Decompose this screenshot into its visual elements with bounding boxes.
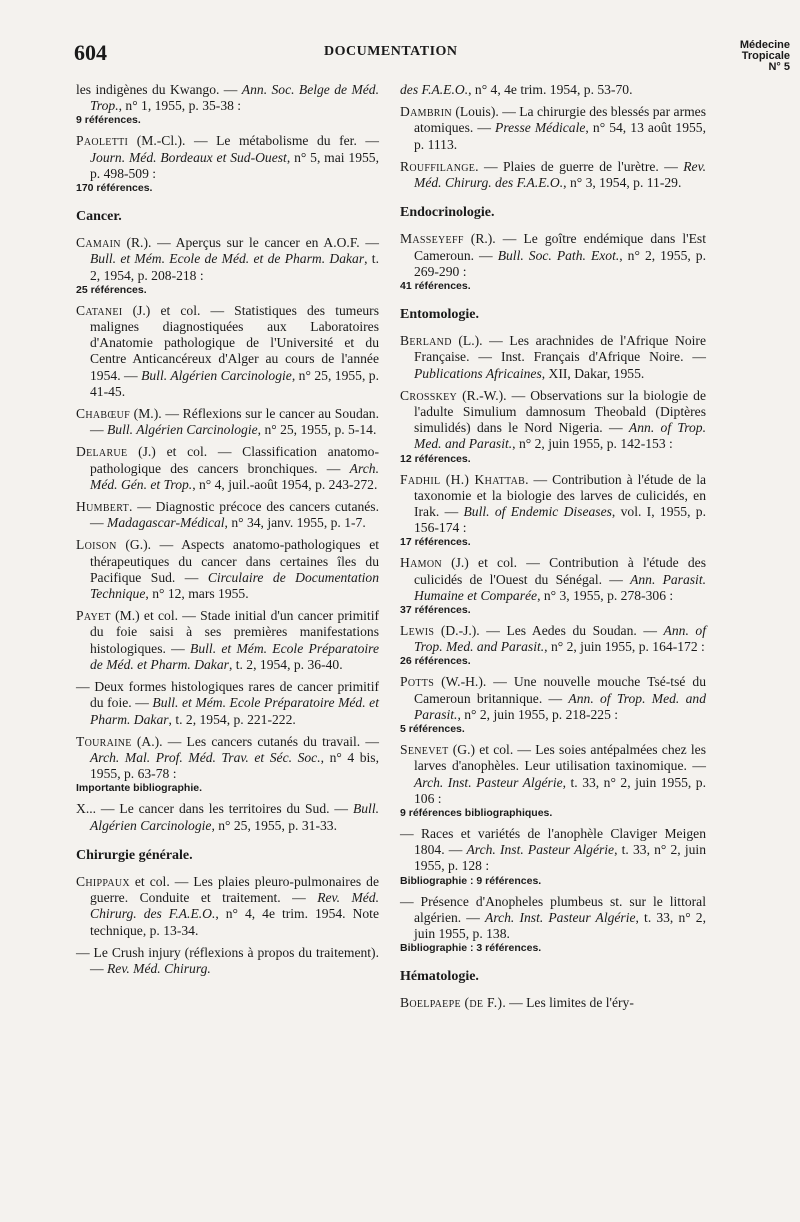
bibliography-entry bbox=[400, 674, 706, 736]
entry-citation bbox=[76, 444, 379, 493]
entry-source: Bull. of Endemic Diseases bbox=[463, 504, 612, 520]
entry-author: Chippaux bbox=[76, 873, 130, 889]
entry-citation bbox=[400, 742, 706, 807]
entry-author: Camain bbox=[76, 235, 121, 251]
entry-reference: , n° 3, 1955, p. 278-306 : bbox=[537, 587, 674, 603]
bibliography-entry bbox=[76, 608, 379, 673]
entry-note: 37 références. bbox=[400, 604, 471, 617]
entry-reference: , n° 54, 13 août 1955, p. 1113. bbox=[414, 120, 707, 152]
entry-title: (J.) et col. — Classification anatomo-pathologique des cancers bronchiques. — bbox=[90, 444, 379, 476]
entry-source: Arch. Inst. Pasteur Algérie bbox=[485, 909, 636, 925]
entry-title: les indigènes du Kwango. — bbox=[76, 82, 242, 97]
bibliography-entry bbox=[76, 406, 379, 438]
entry-note: 41 références. bbox=[400, 280, 471, 293]
entry-title: X... — Le cancer dans les territoires du Sud. — bbox=[76, 801, 353, 817]
entry-source: Bull. Algérien Carcinologie bbox=[90, 801, 379, 833]
corner-line-1: Médecine bbox=[739, 39, 790, 51]
entry-source: des F.A.E.O. bbox=[400, 82, 469, 97]
bibliography-entry bbox=[400, 623, 706, 668]
entry-author: Senevet bbox=[400, 742, 449, 758]
entry-title: . — Plaies de guerre de l'urètre. — bbox=[475, 158, 684, 174]
entry-title: . — Contribution à l'étude de la taxonomie et la biologie des larves de culicidés, en Irak. — bbox=[414, 471, 707, 520]
entry-citation bbox=[400, 104, 707, 153]
entry-reference: , n° 34, janv. 1955, p. 1-7. bbox=[224, 515, 366, 531]
entry-source: Bull. et Mém. Ecole de Méd. et de Pharm. Dakar bbox=[90, 251, 365, 267]
entry-note: 12 références. bbox=[400, 452, 471, 465]
bibliography-entry bbox=[400, 82, 706, 98]
entry-source: Ann. of Trop. Med. and Parasit. bbox=[414, 420, 706, 452]
entry-source: Arch. Inst. Pasteur Algérie bbox=[466, 842, 615, 858]
entry-note: 9 références. bbox=[76, 114, 141, 127]
entry-title: (D.-J.). — Les Aedes du Soudan. — bbox=[434, 623, 664, 639]
entry-author: Paoletti bbox=[76, 133, 129, 149]
entry-citation bbox=[400, 825, 707, 875]
bibliography-entry bbox=[400, 231, 706, 293]
entry-source: Rev. Méd. Chirurg. bbox=[107, 960, 211, 976]
entry-reference: , n° 25, 1955, p. 41-45. bbox=[90, 367, 380, 399]
bibliography-entry bbox=[76, 945, 379, 977]
entry-reference: , t. 2, 1954, p. 208-218 : bbox=[90, 251, 379, 283]
bibliography-entry bbox=[76, 801, 379, 833]
entry-author: Fadhil (H.) Khattab bbox=[400, 471, 526, 487]
right-column bbox=[400, 82, 706, 1018]
entry-source: Bull. Algérien Carcinologie bbox=[141, 367, 292, 383]
section-heading: Chirurgie générale. bbox=[76, 847, 193, 863]
entry-source: Rev. Méd. Chirurg. des F.A.E.O. bbox=[90, 890, 379, 922]
entry-source: Publications Africaines bbox=[414, 365, 542, 381]
entry-source: Ann. Parasit. Humaine et Comparée bbox=[414, 571, 707, 603]
left-column bbox=[76, 82, 379, 983]
entry-title: (M.-Cl.). — Le métabolisme du fer. — bbox=[128, 133, 379, 149]
entry-author: Potts bbox=[400, 674, 435, 690]
entry-title: (R.). — Le goître endémique dans l'Est Cameroun. — bbox=[414, 231, 706, 263]
bibliography-entry bbox=[400, 104, 706, 153]
bibliography-entry bbox=[400, 826, 706, 888]
entry-note: 26 références. bbox=[400, 655, 471, 668]
entry-citation bbox=[400, 333, 706, 382]
entry-citation bbox=[400, 674, 706, 723]
entry-title: — Deux formes histologiques rares de cancer primitif du foie. — bbox=[76, 679, 379, 711]
entry-author: Delarue bbox=[76, 444, 128, 460]
entry-citation bbox=[400, 231, 706, 280]
entry-citation bbox=[76, 801, 379, 833]
entry-title: (G.). — Aspects anatomo-pathologiques et thérapeutiques du cancer dans certaines îles du Pacifique Sud. — bbox=[90, 537, 379, 585]
entry-reference: , n° 3, 1954, p. 11-29. bbox=[563, 175, 682, 191]
section-heading: Endocrinologie. bbox=[400, 205, 495, 221]
entry-source: Circulaire de Documentation Technique bbox=[90, 569, 379, 602]
entry-reference: , vol. I, 1955, p. 156-174 : bbox=[414, 504, 706, 536]
entry-citation bbox=[76, 82, 379, 114]
entry-author: Lewis bbox=[400, 623, 435, 639]
bibliography-entry bbox=[76, 734, 379, 796]
entry-author: Dambrin bbox=[400, 104, 452, 120]
entry-title: (Louis). — La chirurgie des blessés par armes atomiques. — bbox=[414, 104, 706, 136]
bibliography-entry bbox=[76, 537, 379, 602]
entry-title: (M.). — Réflexions sur le cancer au Soudan. — bbox=[90, 406, 379, 438]
bibliography-entry bbox=[76, 499, 379, 531]
bibliography-entry bbox=[400, 555, 706, 617]
entry-source: Arch. Mal. Prof. Méd. Trav. et Séc. Soc. bbox=[90, 749, 321, 765]
entry-reference: , n° 2, juin 1955, p. 218-225 : bbox=[457, 706, 619, 722]
bibliography-entry bbox=[400, 159, 706, 191]
entry-source: Arch. Méd. Gén. et Trop. bbox=[90, 460, 379, 492]
entry-citation bbox=[76, 733, 379, 783]
bibliography-entry bbox=[76, 82, 379, 127]
entry-source: Bull. Algérien Carcinologie bbox=[107, 422, 258, 438]
entry-citation bbox=[400, 555, 707, 604]
section-heading: Entomologie. bbox=[400, 307, 479, 323]
page-number: 604 bbox=[74, 40, 107, 65]
entry-reference: , n° 2, juin 1955, p. 164-172 : bbox=[544, 639, 705, 655]
entry-reference: , n° 1, 1955, p. 35-38 : bbox=[118, 98, 242, 114]
corner-line-3: N° 5 bbox=[768, 61, 790, 73]
entry-author: Crosskey bbox=[400, 387, 458, 403]
bibliography-entry bbox=[400, 742, 706, 820]
entry-source: Arch. Inst. Pasteur Algérie bbox=[414, 774, 563, 790]
entry-source: Presse Médicale bbox=[495, 120, 586, 136]
entry-citation bbox=[400, 893, 706, 943]
entry-note: 5 références. bbox=[400, 723, 465, 736]
entry-reference: , n° 4, juil.-août 1954, p. 243-272. bbox=[192, 476, 378, 492]
bibliography-entry bbox=[400, 388, 706, 466]
entry-note: Bibliographie : 9 références. bbox=[400, 874, 542, 887]
entry-title: — Races et variétés de l'anophèle Claviger Meigen 1804. — bbox=[400, 825, 706, 858]
entry-citation bbox=[76, 608, 379, 673]
bibliography-entry bbox=[400, 894, 706, 956]
bibliography-entry bbox=[76, 133, 379, 195]
entry-citation bbox=[76, 302, 380, 400]
entry-title: (J.) et col. — Contribution à l'étude des culicidés de l'Ouest du Sénégal. — bbox=[414, 555, 706, 587]
entry-source: Bull. Soc. Path. Exot. bbox=[497, 247, 620, 263]
entry-author: Touraine bbox=[76, 733, 132, 749]
entry-reference: , t. 33, n° 2, juin 1955, p. 138. bbox=[414, 909, 706, 941]
entry-author: Masseyeff bbox=[400, 231, 464, 247]
entry-source: Rev. Méd. Chirurg. des F.A.E.O. bbox=[414, 158, 706, 191]
entry-author: Payet bbox=[76, 608, 111, 624]
journal-corner-label bbox=[740, 40, 790, 73]
entry-source: Bull. et Mém. Ecole Préparatoire Méd. et Pharm. Dakar bbox=[90, 695, 379, 727]
bibliography-entry bbox=[76, 235, 379, 297]
entry-citation bbox=[76, 873, 379, 939]
entry-citation bbox=[76, 944, 379, 977]
entry-title: et col. — Les plaies pleuro-pulmonaires de guerre. Conduite et traitement. — bbox=[90, 873, 379, 906]
entry-title: (J.) et col. — Statistiques des tumeurs malignes diagnostiquées aux Laboratoires d'Anatomie pathologique de l'Université et du Centre Anticancéreux d'Alger au cours de l'année 1954. — bbox=[90, 302, 379, 383]
entry-note: 25 références. bbox=[76, 283, 147, 296]
entry-note: 9 références bibliographiques. bbox=[400, 806, 553, 819]
entry-note: 170 références. bbox=[76, 182, 153, 195]
section-heading: Hématologie. bbox=[400, 969, 479, 985]
entry-title: (G.) et col. — Les soies antépalmées chez les larves d'anophèles. Leur utilisation taxinomique. — bbox=[414, 742, 706, 774]
entry-citation bbox=[400, 158, 706, 191]
entry-title: — Présence d'Anopheles plumbeus st. sur le littoral algérien. — bbox=[400, 893, 706, 925]
entry-author: Catanei bbox=[76, 302, 123, 318]
entry-reference: , n° 2, juin 1955, p. 142-153 : bbox=[512, 436, 673, 452]
bibliography-entry bbox=[76, 874, 379, 939]
entry-author: Humbert bbox=[76, 499, 129, 515]
entry-reference: , n° 5, mai 1955, p. 498-509 : bbox=[90, 149, 379, 181]
entry-reference: , t. 2, 1954, p. 221-222. bbox=[168, 711, 296, 727]
entry-author: Boelpaepe (de F.) bbox=[400, 995, 503, 1011]
entry-source: Journ. Méd. Bordeaux et Sud-Ouest bbox=[90, 149, 287, 165]
entry-title: . — Diagnostic précoce des cancers cutanés. — bbox=[90, 499, 379, 531]
entry-citation bbox=[76, 406, 379, 438]
entry-reference: , n° 25, 1955, p. 5-14. bbox=[257, 422, 377, 438]
entry-title: (A.). — Les cancers cutanés du travail. — bbox=[131, 733, 379, 749]
entry-source: Ann. of Trop. Med. and Parasit. bbox=[414, 690, 706, 722]
bibliography-entry bbox=[76, 303, 379, 400]
entry-citation bbox=[76, 133, 379, 182]
entry-reference: , t. 33, n° 2, juin 1955, p. 128 : bbox=[414, 842, 707, 874]
entry-citation bbox=[76, 499, 379, 531]
entry-citation bbox=[400, 387, 706, 453]
entry-author: Chabœuf bbox=[76, 406, 130, 422]
entry-note: Importante bibliographie. bbox=[76, 782, 203, 795]
entry-citation bbox=[76, 679, 379, 728]
entry-reference: , t. 33, n° 2, juin 1955, p. 106 : bbox=[414, 774, 706, 806]
entry-reference: , n° 4, 4e trim. 1954. Note technique, p. 13-34. bbox=[90, 906, 379, 938]
entry-source: Madagascar-Médical bbox=[107, 515, 225, 531]
page-header bbox=[74, 40, 790, 80]
entry-note: 17 références. bbox=[400, 536, 471, 549]
entry-note: Bibliographie : 3 références. bbox=[400, 942, 542, 955]
entry-source: Bull. et Mém. Ecole Préparatoire de Méd. et Pharm. Dakar bbox=[90, 640, 379, 672]
entry-title: (M.) et col. — Stade initial d'un cancer primitif du foie saisi à ses premières manifestations histologiques. — bbox=[90, 608, 379, 656]
entry-reference: , n° 2, 1955, p. 269-290 : bbox=[414, 247, 706, 279]
entry-reference: , t. 2, 1954, p. 36-40. bbox=[228, 656, 343, 672]
entry-citation bbox=[400, 995, 706, 1011]
entry-title: — Le Crush injury (réflexions à propos du traitement). — bbox=[76, 944, 379, 976]
entry-citation bbox=[76, 235, 379, 284]
entry-reference: , n° 12, mars 1955. bbox=[145, 586, 249, 602]
entry-source: Ann. of Trop. Med. and Parasit. bbox=[414, 623, 706, 655]
bibliography-entry bbox=[76, 679, 379, 728]
bibliography-entry bbox=[400, 333, 706, 382]
entry-reference: , n° 4 bis, 1955, p. 63-78 : bbox=[90, 749, 379, 782]
bibliography-entry bbox=[400, 995, 706, 1011]
entry-citation bbox=[400, 82, 706, 98]
entry-reference: , n° 4, 4e trim. 1954, p. 53-70. bbox=[468, 82, 633, 97]
entry-title: (L.). — Les arachnides de l'Afrique Noire Française. — Inst. Français d'Afrique Noire. — bbox=[414, 333, 706, 365]
entry-title: (R.-W.). — Observations sur la biologie de l'adulte Simulium damnosum Theobald (Diptères simulidés) dans le Nord Nigeria. — bbox=[414, 387, 706, 436]
entry-citation bbox=[76, 537, 379, 602]
corner-line-2: Tropicale bbox=[741, 50, 790, 62]
entry-reference: , XII, Dakar, 1955. bbox=[541, 365, 645, 381]
entry-title: . — Les limites de l'éry- bbox=[502, 995, 634, 1011]
entry-author: Loison bbox=[76, 537, 117, 553]
entry-title: (R.). — Aperçus sur le cancer en A.O.F. — bbox=[120, 235, 379, 251]
bibliography-entry bbox=[76, 444, 379, 493]
bibliography-entry bbox=[400, 472, 706, 550]
entry-citation bbox=[400, 471, 707, 537]
entry-author: Berland bbox=[400, 333, 452, 349]
entry-source: Ann. Soc. Belge de Méd. Trop. bbox=[90, 82, 379, 114]
entry-author: Rouffilange bbox=[400, 158, 476, 174]
running-title: DOCUMENTATION bbox=[324, 44, 458, 59]
section-heading: Cancer. bbox=[76, 209, 122, 225]
entry-title: (W.-H.). — Une nouvelle mouche Tsé-tsé du Cameroun britannique. — bbox=[414, 674, 706, 706]
entry-reference: , n° 25, 1955, p. 31-33. bbox=[211, 817, 337, 833]
entry-author: Hamon bbox=[400, 555, 442, 571]
entry-citation bbox=[400, 623, 706, 655]
